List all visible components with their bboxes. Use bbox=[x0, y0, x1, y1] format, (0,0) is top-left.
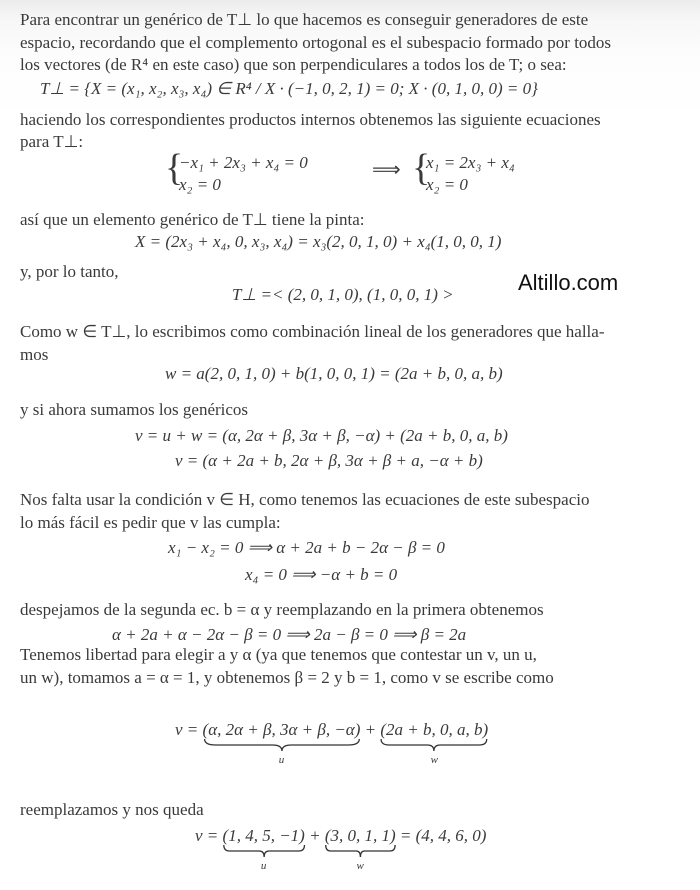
paragraph-line: Tenemos libertad para elegir a y α (ya que tenemos que contestar un v, un u, bbox=[20, 645, 537, 664]
equation: v = u + w = (α, 2α + β, 3α + β, −α) + (2a + b, 0, a, b) bbox=[135, 426, 508, 445]
equation-part: + bbox=[304, 826, 325, 845]
implies-arrow: ⟹ bbox=[372, 159, 401, 181]
equation-underbrace bbox=[195, 826, 487, 872]
equation-part: (2a + b, 0, a, b) bbox=[380, 720, 489, 739]
underbrace-w bbox=[380, 720, 489, 766]
paragraph-line: despejamos de la segunda ec. b = α y reemplazando en la primera obtenemos bbox=[20, 600, 544, 619]
paragraph-line: los vectores (de R⁴ en este caso) que son perpendiculares a todos los de T; o sea: bbox=[20, 55, 567, 74]
watermark-logo: Altillo.com bbox=[518, 270, 619, 295]
left-brace: { bbox=[165, 147, 184, 189]
equation: v = (α + 2a + b, 2α + β, 3α + β + a, −α + b) bbox=[175, 451, 483, 470]
paragraph-line: así que un elemento genérico de T⊥ tiene la pinta: bbox=[20, 210, 365, 229]
equation: T⊥ = {X = (x₁, x₂, x₃, x₄) ∈ R⁴ / X · (−1, 0, 2, 1) = 0; X · (0, 1, 0, 0) = 0} bbox=[40, 79, 538, 98]
paragraph-line: un w), tomamos a = α = 1, y obtenemos β = 2 y b = 1, como v se escribe como bbox=[20, 668, 554, 687]
underbrace-u bbox=[202, 720, 361, 766]
paragraph-line: Para encontrar un genérico de T⊥ lo que hacemos es conseguir generadores de este bbox=[20, 10, 589, 29]
brace-label: w bbox=[356, 860, 364, 872]
paragraph-line: para T⊥: bbox=[20, 132, 84, 151]
equation-part: (α, 2α + β, 3α + β, −α) bbox=[202, 720, 361, 739]
equation-part: (3, 0, 1, 1) bbox=[324, 826, 396, 845]
equation: −x₁ + 2x₃ + x₄ = 0 bbox=[179, 153, 308, 172]
equation: x₁ = 2x₃ + x₄ bbox=[426, 153, 515, 172]
equation: X = (2x₃ + x₄, 0, x₃, x₄) = x₃(2, 0, 1, 0) + x₄(1, 0, 0, 1) bbox=[135, 232, 502, 251]
paragraph-line: lo más fácil es pedir que v las cumpla: bbox=[20, 513, 281, 532]
left-brace: { bbox=[412, 147, 431, 189]
paragraph-line: haciendo los correspondientes productos internos obtenemos las siguiente ecuaciones bbox=[20, 110, 601, 129]
underbrace-u bbox=[222, 826, 305, 872]
equation-part: (1, 4, 5, −1) bbox=[222, 826, 305, 845]
paragraph-line: Como w ∈ T⊥, lo escribimos como combinación lineal de los generadores que halla- bbox=[20, 322, 605, 341]
equation: T⊥ =< (2, 0, 1, 0), (1, 0, 0, 1) > bbox=[232, 285, 454, 304]
paragraph-line: y, por lo tanto, bbox=[20, 262, 119, 281]
equation-system bbox=[165, 147, 365, 198]
brace-label: u bbox=[278, 754, 285, 766]
underbrace-w bbox=[324, 826, 396, 872]
equation-underbrace bbox=[175, 720, 489, 766]
equation: x₂ = 0 bbox=[426, 175, 468, 194]
brace-label: u bbox=[260, 860, 267, 872]
paragraph-line: reemplazamos y nos queda bbox=[20, 800, 204, 819]
equation: x₂ = 0 bbox=[179, 175, 221, 194]
paragraph-line: y si ahora sumamos los genéricos bbox=[20, 400, 249, 419]
equation: x₄ = 0 ⟹ −α + b = 0 bbox=[245, 565, 398, 584]
equation: x₁ − x₂ = 0 ⟹ α + 2a + b − 2α − β = 0 bbox=[168, 538, 445, 557]
equation: α + 2a + α − 2α − β = 0 ⟹ 2a − β = 0 ⟹ β = 2a bbox=[112, 625, 467, 644]
paragraph-line: Nos falta usar la condición v ∈ H, como tenemos las ecuaciones de este subespacio bbox=[20, 490, 590, 509]
equation-part: + bbox=[360, 720, 381, 739]
paragraph-line: espacio, recordando que el complemento ortogonal es el subespacio formado por todos bbox=[20, 33, 612, 52]
brace-label: w bbox=[430, 754, 438, 766]
equation-part: = (4, 4, 6, 0) bbox=[395, 826, 487, 845]
equation-part: v = bbox=[195, 826, 223, 845]
equation-system bbox=[412, 147, 612, 198]
equation-part: v = bbox=[175, 720, 203, 739]
paragraph-line: mos bbox=[20, 345, 49, 364]
equation: w = a(2, 0, 1, 0) + b(1, 0, 0, 1) = (2a + b, 0, a, b) bbox=[165, 364, 503, 383]
